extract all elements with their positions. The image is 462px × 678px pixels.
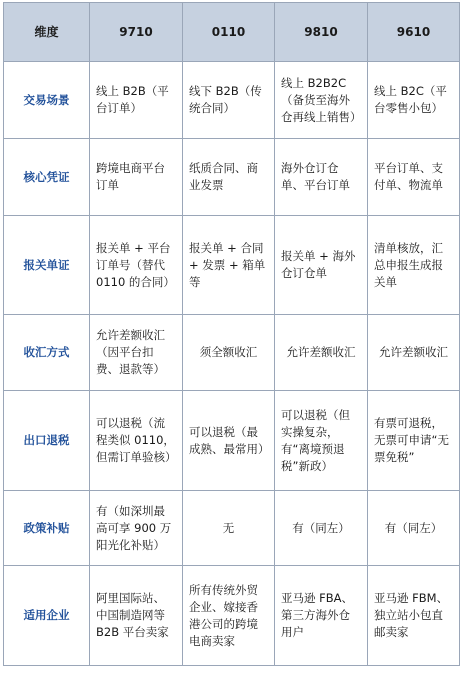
row-label-policy-subsidy: 政策补贴 xyxy=(4,491,90,566)
comparison-table-wrapper xyxy=(3,2,459,666)
table-cell: 报关单 + 海外仓订仓单 xyxy=(275,216,368,315)
table-cell: 线上 B2B（平台订单） xyxy=(90,62,183,139)
table-cell: 跨境电商平台订单 xyxy=(90,139,183,216)
table-cell: 可以退税（流程类似 0110，但需订单验核） xyxy=(90,391,183,491)
table-cell: 有（同左） xyxy=(368,491,460,566)
table-cell: 有（如深圳最高可享 900 万阳光化补贴） xyxy=(90,491,183,566)
header-0110: 0110 xyxy=(183,3,275,62)
table-cell: 平台订单、支付单、物流单 xyxy=(368,139,460,216)
table-row xyxy=(4,566,460,666)
table-cell: 海外仓订仓单、平台订单 xyxy=(275,139,368,216)
table-cell: 纸质合同、商业发票 xyxy=(183,139,275,216)
row-label-core-document: 核心凭证 xyxy=(4,139,90,216)
row-label-fx-collection: 收汇方式 xyxy=(4,315,90,391)
table-row xyxy=(4,62,460,139)
table-cell: 可以退税（最成熟、最常用） xyxy=(183,391,275,491)
customs-mode-comparison-table xyxy=(3,2,460,666)
table-cell: 阿里国际站、中国制造网等 B2B 平台卖家 xyxy=(90,566,183,666)
table-header-row xyxy=(4,3,460,62)
header-9610: 9610 xyxy=(368,3,460,62)
table-cell: 允许差额收汇 xyxy=(368,315,460,391)
table-cell: 有票可退税，无票可申请“无票免税” xyxy=(368,391,460,491)
header-dimension: 维度 xyxy=(4,3,90,62)
table-cell: 允许差额收汇（因平台扣费、退款等） xyxy=(90,315,183,391)
table-row xyxy=(4,139,460,216)
table-cell: 可以退税（但实操复杂，有“离境预退税”新政） xyxy=(275,391,368,491)
table-cell: 亚马逊 FBM、独立站小包直邮卖家 xyxy=(368,566,460,666)
table-cell: 报关单 + 合同 + 发票 + 箱单等 xyxy=(183,216,275,315)
table-cell: 所有传统外贸企业、嫁接香港公司的跨境电商卖家 xyxy=(183,566,275,666)
table-row xyxy=(4,216,460,315)
table-cell: 亚马逊 FBA、第三方海外仓用户 xyxy=(275,566,368,666)
table-cell: 线下 B2B（传统合同） xyxy=(183,62,275,139)
table-cell: 线上 B2C（平台零售小包） xyxy=(368,62,460,139)
table-cell: 无 xyxy=(183,491,275,566)
table-cell: 须全额收汇 xyxy=(183,315,275,391)
header-9710: 9710 xyxy=(90,3,183,62)
table-cell: 清单核放，汇总申报生成报关单 xyxy=(368,216,460,315)
row-label-declaration-documents: 报关单证 xyxy=(4,216,90,315)
table-cell: 允许差额收汇 xyxy=(275,315,368,391)
table-row xyxy=(4,315,460,391)
header-9810: 9810 xyxy=(275,3,368,62)
table-row xyxy=(4,391,460,491)
row-label-applicable-enterprises: 适用企业 xyxy=(4,566,90,666)
table-cell: 报关单 + 平台订单号（替代 0110 的合同） xyxy=(90,216,183,315)
table-cell: 线上 B2B2C（备货至海外仓再线上销售） xyxy=(275,62,368,139)
row-label-trade-scenario: 交易场景 xyxy=(4,62,90,139)
table-row xyxy=(4,491,460,566)
row-label-export-tax-refund: 出口退税 xyxy=(4,391,90,491)
table-cell: 有（同左） xyxy=(275,491,368,566)
